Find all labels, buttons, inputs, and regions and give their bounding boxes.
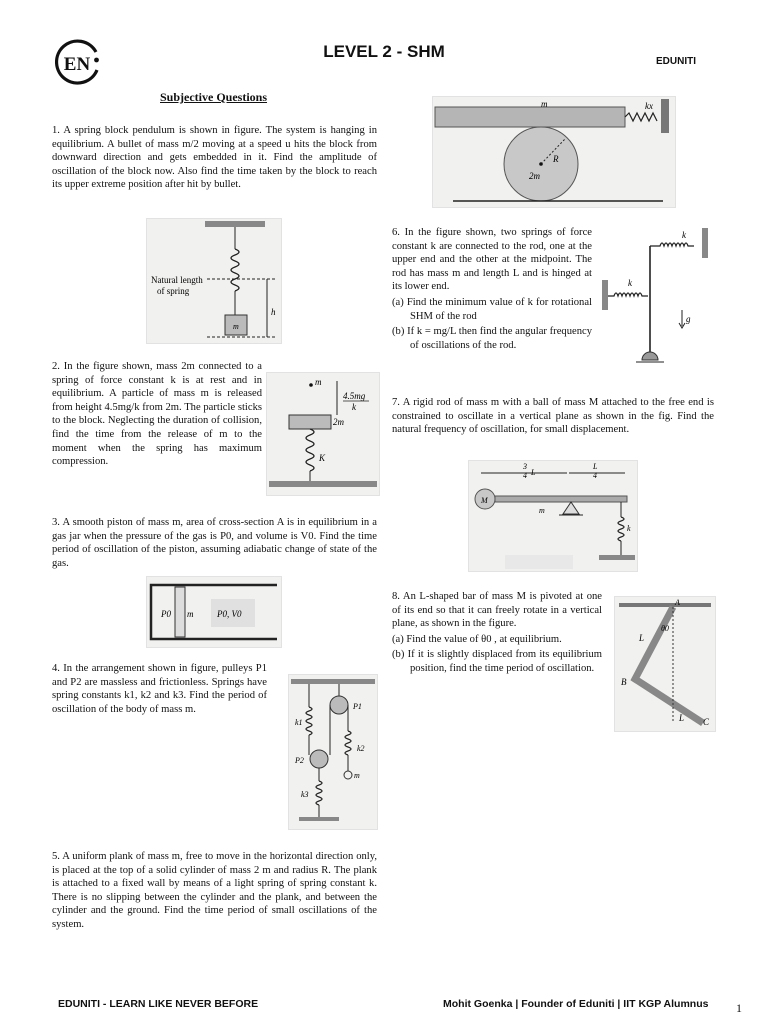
footer-author: Mohit Goenka | Founder of Eduniti | IIT KGP Alumnus — [443, 998, 709, 1010]
svg-text:C: C — [703, 717, 710, 727]
svg-text:k: k — [352, 402, 356, 412]
question-4: 4. In the arrangement shown in figure, pulleys P1 and P2 are massless and frictionless. Springs have spring constants k1, k2 and k3. Find the period of oscillation of the body of mass m. — [52, 663, 267, 715]
footer-tagline: EDUNITI - LEARN LIKE NEVER BEFORE — [58, 998, 259, 1010]
question-6-part-a: (a) Find the minimum value of k for rotational SHM of the rod — [392, 296, 592, 322]
svg-text:m: m — [233, 322, 239, 331]
figure-2-spring-mass — [266, 372, 380, 496]
svg-text:m: m — [354, 771, 360, 780]
svg-text:k: k — [682, 230, 686, 240]
question-8: 8. An L-shaped bar of mass M is pivoted at one of its end so that it can freely rotate in a vertical plane, as shown in the figure. (a) Find the value of θ0 , at equilibrium. (b) If it is slightly displaced from its equilibrium position, find the time period of oscillation. — [392, 591, 602, 674]
question-5: 5. A uniform plank of mass m, free to move in the horizontal direction only, is placed at the top of a solid cylinder of mass 2 m and radius R. The plank is attached to a fixed wall by means of a light spring of spring constant k. There is no slipping between the cylinder and the plank, and between the cylinder and the ground. Find the time period of small oscillations of the system. — [52, 851, 377, 930]
brand-label: EDUNITI — [656, 56, 696, 67]
svg-text:m: m — [539, 506, 545, 515]
svg-text:m: m — [187, 609, 194, 619]
svg-text:4.5mg: 4.5mg — [343, 391, 366, 401]
logo-text: EN — [63, 54, 91, 75]
figure-5-plank-cylinder — [432, 96, 676, 208]
figure-4-pulley-springs — [288, 674, 378, 830]
svg-text:L: L — [639, 633, 645, 643]
svg-text:k2: k2 — [357, 744, 365, 753]
svg-text:θ0: θ0 — [661, 624, 669, 633]
svg-text:3: 3 — [523, 462, 527, 471]
section-title: Subjective Questions — [160, 90, 268, 104]
figure-6-rod-springs — [598, 224, 714, 368]
page-number: 1 — [736, 1001, 742, 1015]
question-2: 2. In the figure shown, mass 2m connected to a spring of force constant k is at rest and in equilibrium. A particle of mass m is released from height 4.5mg/k from 2m. The particle sticks to the block. Neglecting the duration of collision, find the time from the release of m to the moment when the spring has maximum compression. — [52, 361, 262, 468]
svg-text:of spring: of spring — [157, 286, 190, 296]
question-8-part-b: (b) If it is slightly displaced from its equilibrium position, find the time period of oscillation. — [392, 649, 602, 674]
svg-text:k1: k1 — [295, 718, 303, 727]
svg-text:m: m — [541, 99, 548, 109]
svg-text:P2: P2 — [295, 756, 304, 765]
svg-text:4: 4 — [593, 471, 597, 480]
svg-text:L: L — [531, 468, 536, 477]
question-3: 3. A smooth piston of mass m, area of cross-section A is in equilibrium in a gas jar when the pressure of the gas is P0, and volume is V0. Find the time period of oscillation of the piston, assuming adiabatic change of state of the gas. — [52, 517, 377, 569]
svg-text:L: L — [593, 462, 598, 471]
question-1: 1. A spring block pendulum is shown in figure. The system is hanging in equilibrium. A bullet of mass m/2 moving at a speed u hits the block from downward direction and gets embedded in it. Find the amplitude of oscillation of the block now. Also find the time taken by the block to reach its upper extreme position after hit by bullet. — [52, 125, 377, 191]
svg-text:k: k — [628, 278, 632, 288]
question-7: 7. A rigid rod of mass m with a ball of mass M attached to the free end is constrained to oscillate in a vertical plane as shown in the fig. Find the natural frequency of oscillation, for small displacement. — [392, 397, 714, 436]
svg-text:B: B — [621, 677, 627, 687]
svg-text:P0, V0: P0, V0 — [217, 609, 242, 619]
svg-text:4: 4 — [523, 471, 527, 480]
svg-text:L: L — [679, 713, 685, 723]
figure-1-spring-block — [146, 218, 282, 344]
svg-text:M: M — [481, 496, 488, 505]
svg-text:Natural length: Natural length — [151, 275, 203, 285]
svg-text:h: h — [271, 307, 276, 317]
figure-8-l-bar — [614, 596, 716, 732]
question-6: 6. In the figure shown, two springs of force constant k are connected to the rod, one at the upper end and the other at the midpoint. The rod has mass m and length L and is hinged at its lower end. (a) Find the minimum value of k for rotational SHM of the rod (b) If k = mg/L then find the angular frequency of oscillations of the rod. — [392, 227, 592, 351]
svg-text:kx: kx — [645, 101, 653, 111]
svg-text:A: A — [675, 598, 680, 607]
svg-text:m: m — [315, 377, 322, 387]
svg-text:k3: k3 — [301, 790, 309, 799]
svg-text:R: R — [553, 154, 559, 164]
svg-text:2m: 2m — [333, 417, 344, 427]
page-title: LEVEL 2 - SHM — [323, 42, 445, 61]
svg-text:2m: 2m — [529, 171, 540, 181]
question-8-part-a: (a) Find the value of θ0 , at equilibrium. — [392, 633, 562, 645]
svg-text:P0: P0 — [161, 609, 171, 619]
svg-text:g: g — [686, 314, 691, 324]
svg-text:P1: P1 — [353, 702, 362, 711]
question-6-part-b: (b) If k = mg/L then find the angular frequency of oscillations of the rod. — [392, 326, 592, 351]
figure-7-rod-ball — [468, 460, 638, 572]
svg-text:K: K — [319, 453, 326, 463]
svg-text:k: k — [627, 524, 631, 533]
figure-3-gas-piston — [146, 576, 282, 648]
